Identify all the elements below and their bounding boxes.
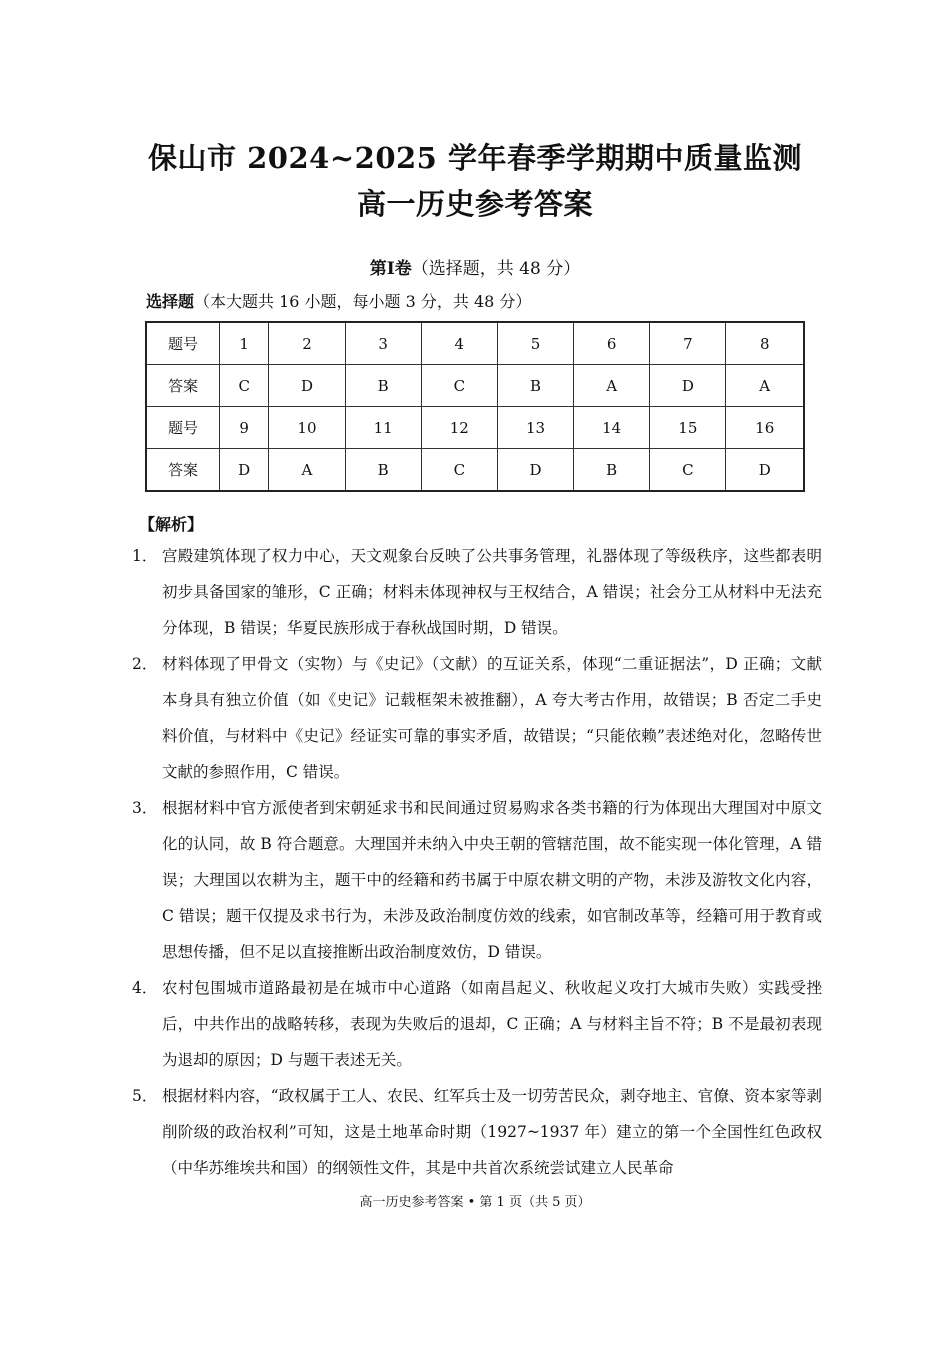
table-cell: 6 <box>574 322 650 365</box>
table-cell: C <box>421 365 497 407</box>
table-cell: 8 <box>726 322 804 365</box>
analysis-item-number: 1． <box>132 547 158 565</box>
table-cell: 15 <box>650 407 726 449</box>
table-cell: B <box>574 449 650 492</box>
table-cell: C <box>650 449 726 492</box>
analysis-item-number: 2． <box>132 655 158 673</box>
analysis-item-number: 5． <box>132 1087 158 1105</box>
table-cell: A <box>269 449 345 492</box>
analysis-item <box>132 646 822 790</box>
table-cell: A <box>574 365 650 407</box>
table-cell: B <box>497 365 573 407</box>
table-cell: A <box>726 365 804 407</box>
analysis-item <box>132 790 822 970</box>
analysis-item <box>132 1078 822 1186</box>
table-cell: C <box>220 365 269 407</box>
table-cell: 14 <box>574 407 650 449</box>
table-row <box>146 449 804 492</box>
table-row <box>146 365 804 407</box>
table-row-header: 题号 <box>146 407 220 449</box>
analysis-item-text: 根据材料中官方派使者到宋朝延求书和民间通过贸易购求各类书籍的行为体现出大理国对中原文化的认同，故 B 符合题意。大理国并未纳入中央王朝的管辖范围，故不能实现一体化管理，A 错误；大理国以农耕为主，题干中的经籍和药书属于中原农耕文明的产物，未涉及游牧文化内容，C 错误；题干仅提及求书行为，未涉及政治制度仿效的线索，如官制改革等，经籍可用于教育或思想传播，但不足以直接推断出政治制度效仿，D 错误。 <box>162 799 822 961</box>
analysis-item-text: 宫殿建筑体现了权力中心，天文观象台反映了公共事务管理，礼器体现了等级秩序，这些都表明初步具备国家的雏形，C 正确；材料未体现神权与王权结合，A 错误；社会分工从材料中无法充分体现，B 错误；华夏民族形成于春秋战国时期，D 错误。 <box>162 547 822 637</box>
table-cell: D <box>650 365 726 407</box>
part-label: 第Ⅰ卷 <box>369 259 412 279</box>
analysis-item-text: 材料体现了甲骨文（实物）与《史记》（文献）的互证关系，体现“二重证据法”，D 正确；文献本身具有独立价值（如《史记》记载框架未被推翻），A 夸大考古作用，故错误；B 否定二手史料价值，与材料中《史记》经证实可靠的事实矛盾，故错误；“只能依赖”表述绝对化，忽略传世文献的参照作用，C 错误。 <box>162 655 822 781</box>
choice-heading <box>146 289 531 312</box>
table-cell: 10 <box>269 407 345 449</box>
analysis-list <box>132 538 822 1186</box>
exam-subtitle: 高一历史参考答案 <box>356 187 593 221</box>
table-cell: 4 <box>421 322 497 365</box>
table-cell: 13 <box>497 407 573 449</box>
table-cell: D <box>220 449 269 492</box>
table-row-header: 答案 <box>146 365 220 407</box>
table-cell: 11 <box>345 407 421 449</box>
table-cell: 9 <box>220 407 269 449</box>
table-cell: B <box>345 449 421 492</box>
table-cell: 5 <box>497 322 573 365</box>
analysis-item <box>132 970 822 1078</box>
table-row <box>146 322 804 365</box>
analysis-item-number: 4． <box>132 979 158 997</box>
analysis-item-text: 根据材料内容，“政权属于工人、农民、红军兵士及一切劳苦民众，剥夺地主、官僚、资本家等剥削阶级的政治权利”可知，这是土地革命时期（1927~1937 年）建立的第一个全国性红色政权（中华苏维埃共和国）的纲领性文件，其是中共首次系统尝试建立人民革命 <box>162 1087 822 1177</box>
table-row-header: 题号 <box>146 322 220 365</box>
table-cell: C <box>421 449 497 492</box>
table-cell: 2 <box>269 322 345 365</box>
answer-table <box>145 321 805 492</box>
table-row <box>146 407 804 449</box>
analysis-item-number: 3． <box>132 799 158 817</box>
table-row-header: 答案 <box>146 449 220 492</box>
choice-label: 选择题 <box>146 292 195 311</box>
table-cell: 12 <box>421 407 497 449</box>
page-footer: 高一历史参考答案 • 第 1 页（共 5 页） <box>359 1195 591 1210</box>
analysis-heading: 【解析】 <box>139 515 204 534</box>
table-cell: D <box>726 449 804 492</box>
table-cell: 1 <box>220 322 269 365</box>
part-heading <box>0 254 950 279</box>
choice-note: （本大题共 16 小题，每小题 3 分，共 48 分） <box>194 292 532 311</box>
table-cell: 3 <box>345 322 421 365</box>
part-note: （选择题，共 48 分） <box>411 259 581 279</box>
table-cell: 16 <box>726 407 804 449</box>
analysis-item-text: 农村包围城市道路最初是在城市中心道路（如南昌起义、秋收起义攻打大城市失败）实践受挫后，中共作出的战略转移，表现为失败后的退却，C 正确；A 与材料主旨不符；B 不是最初表现为退却的原因；D 与题干表述无关。 <box>162 979 822 1069</box>
analysis-item <box>132 538 822 646</box>
table-cell: 7 <box>650 322 726 365</box>
exam-title: 保山市 2024~2025 学年春季学期期中质量监测 <box>148 141 802 175</box>
table-cell: D <box>269 365 345 407</box>
table-cell: D <box>497 449 573 492</box>
table-cell: B <box>345 365 421 407</box>
